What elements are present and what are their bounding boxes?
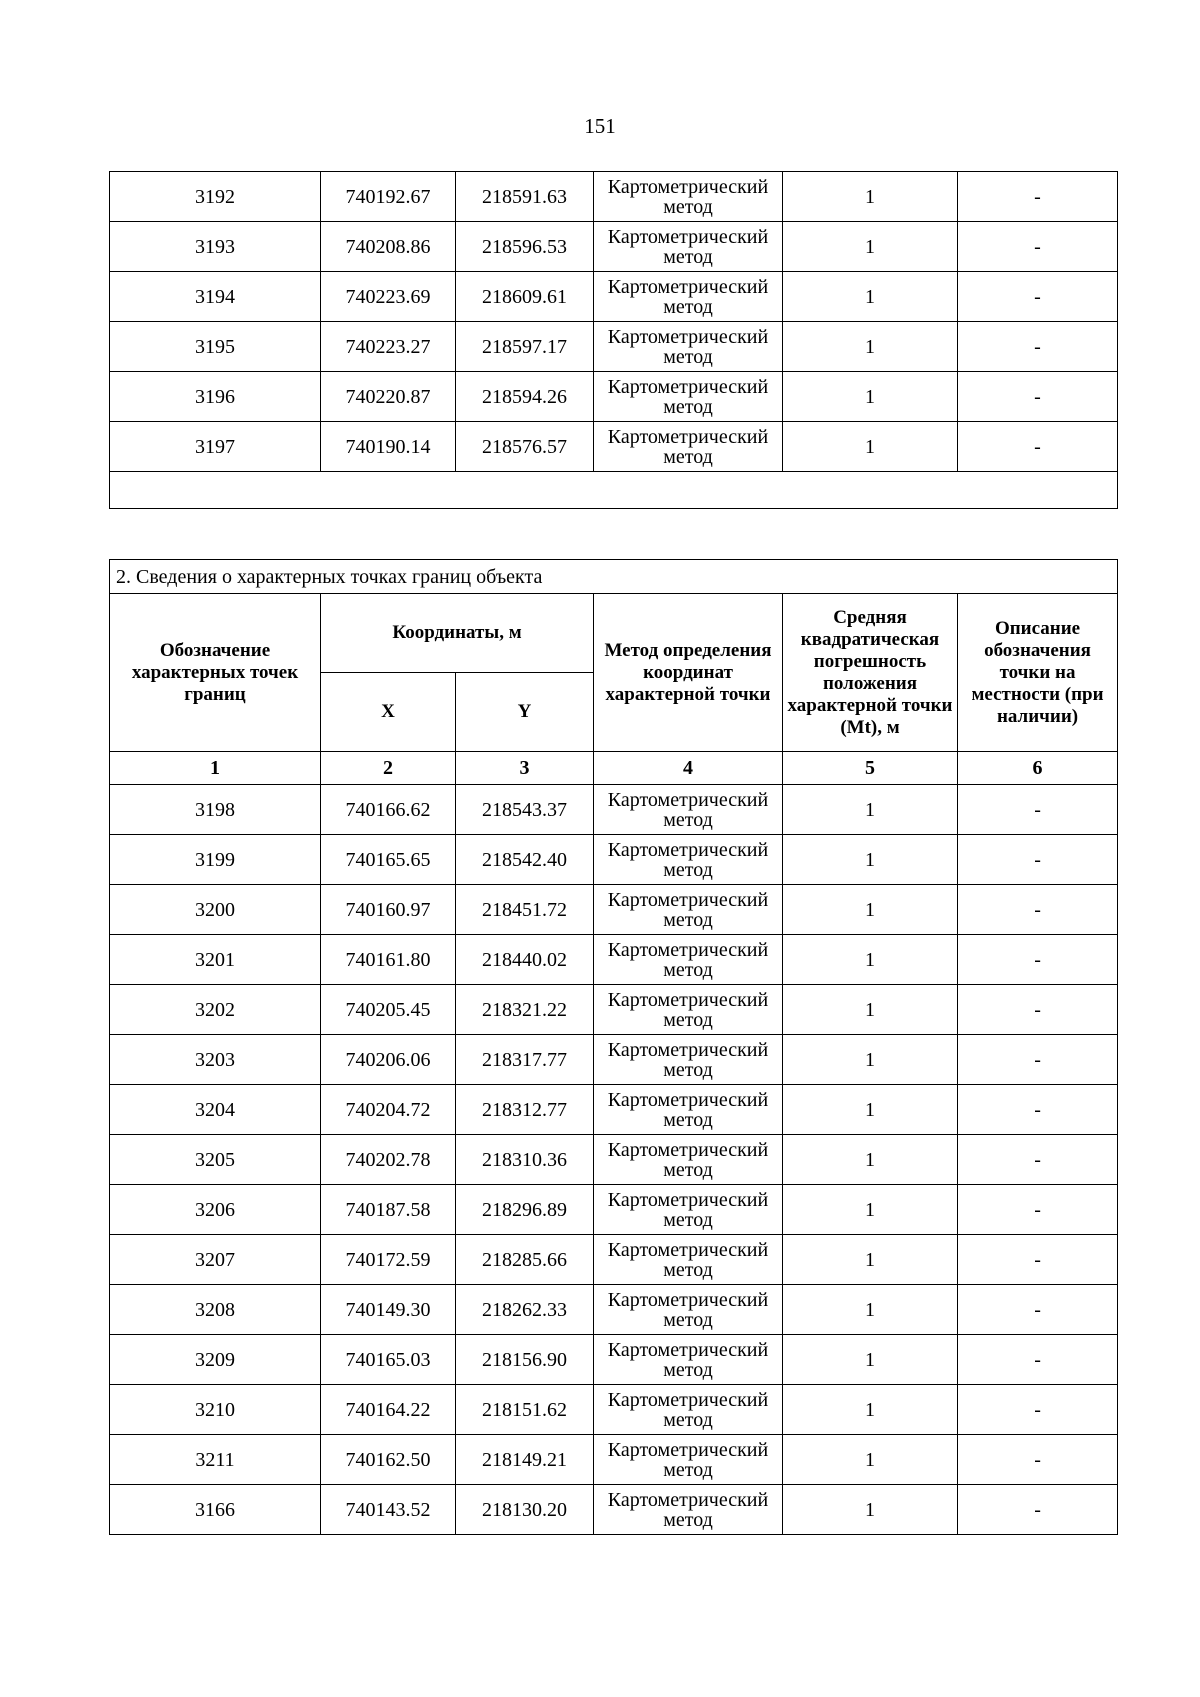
error-cell: 1: [783, 885, 958, 935]
description-cell: -: [958, 222, 1118, 272]
method-cell: [594, 172, 783, 222]
error-cell: 1: [783, 172, 958, 222]
method-line-2: метод: [663, 1158, 713, 1181]
point-id-cell: 3207: [110, 1235, 321, 1285]
x-coordinate-cell: 740143.52: [321, 1485, 456, 1535]
y-coordinate-cell: 218296.89: [456, 1185, 594, 1235]
table-row: [110, 1235, 1118, 1285]
y-coordinate-cell: 218594.26: [456, 372, 594, 422]
description-cell: -: [958, 1485, 1118, 1535]
x-coordinate-cell: 740149.30: [321, 1285, 456, 1335]
point-id-cell: 3193: [110, 222, 321, 272]
method-line-1: Картометрический: [607, 1088, 769, 1111]
method-line-2: метод: [663, 395, 713, 418]
method-line-2: метод: [663, 345, 713, 368]
y-coordinate-cell: 218285.66: [456, 1235, 594, 1285]
header-x: X: [321, 673, 456, 752]
method-cell: [594, 422, 783, 472]
points-table-continued-body: [110, 172, 1118, 472]
table-row: [110, 1485, 1118, 1535]
point-id-cell: 3192: [110, 172, 321, 222]
point-id-cell: 3202: [110, 985, 321, 1035]
description-cell: -: [958, 322, 1118, 372]
error-cell: 1: [783, 372, 958, 422]
method-cell: [594, 885, 783, 935]
method-line-1: Картометрический: [607, 375, 769, 398]
method-cell: [594, 935, 783, 985]
table-row: [110, 1135, 1118, 1185]
method-cell: [594, 372, 783, 422]
point-id-cell: 3208: [110, 1285, 321, 1335]
method-line-2: метод: [663, 1358, 713, 1381]
y-coordinate-cell: 218149.21: [456, 1435, 594, 1485]
table-row: [110, 785, 1118, 835]
method-cell: [594, 985, 783, 1035]
method-line-1: Картометрический: [607, 988, 769, 1011]
y-coordinate-cell: 218310.36: [456, 1135, 594, 1185]
method-line-1: Картометрический: [607, 888, 769, 911]
empty-row: [110, 472, 1118, 509]
method-cell: [594, 1035, 783, 1085]
column-number: 6: [958, 752, 1118, 785]
y-coordinate-cell: 218317.77: [456, 1035, 594, 1085]
column-numbers-row: [110, 752, 1118, 785]
y-coordinate-cell: 218451.72: [456, 885, 594, 935]
point-id-cell: 3166: [110, 1485, 321, 1535]
y-coordinate-cell: 218576.57: [456, 422, 594, 472]
point-id-cell: 3198: [110, 785, 321, 835]
point-id-cell: 3201: [110, 935, 321, 985]
error-cell: 1: [783, 1435, 958, 1485]
column-number: 3: [456, 752, 594, 785]
method-line-1: Картометрический: [607, 1138, 769, 1161]
points-table-continued: [109, 171, 1118, 509]
description-cell: -: [958, 985, 1118, 1035]
method-cell: [594, 272, 783, 322]
point-id-cell: 3194: [110, 272, 321, 322]
method-cell: [594, 1335, 783, 1385]
column-number: 4: [594, 752, 783, 785]
description-cell: -: [958, 1385, 1118, 1435]
table-row: [110, 1435, 1118, 1485]
x-coordinate-cell: 740223.69: [321, 272, 456, 322]
column-number: 2: [321, 752, 456, 785]
y-coordinate-cell: 218262.33: [456, 1285, 594, 1335]
method-line-2: метод: [663, 1058, 713, 1081]
method-cell: [594, 322, 783, 372]
description-cell: -: [958, 422, 1118, 472]
column-number: 1: [110, 752, 321, 785]
error-cell: 1: [783, 835, 958, 885]
method-line-2: метод: [663, 245, 713, 268]
description-cell: -: [958, 1035, 1118, 1085]
method-line-1: Картометрический: [607, 1038, 769, 1061]
table-row: [110, 1185, 1118, 1235]
method-cell: [594, 1085, 783, 1135]
error-cell: 1: [783, 1485, 958, 1535]
point-id-cell: 3210: [110, 1385, 321, 1435]
error-cell: 1: [783, 322, 958, 372]
method-line-2: метод: [663, 445, 713, 468]
error-cell: 1: [783, 785, 958, 835]
y-coordinate-cell: 218542.40: [456, 835, 594, 885]
table-row: [110, 1035, 1118, 1085]
table-row: [110, 322, 1118, 372]
column-number: 5: [783, 752, 958, 785]
x-coordinate-cell: 740202.78: [321, 1135, 456, 1185]
table-row: [110, 985, 1118, 1035]
method-cell: [594, 785, 783, 835]
method-line-1: Картометрический: [607, 425, 769, 448]
x-coordinate-cell: 740192.67: [321, 172, 456, 222]
error-cell: 1: [783, 1035, 958, 1085]
table-row: [110, 1085, 1118, 1135]
boundary-points-table-body: [110, 785, 1118, 1535]
x-coordinate-cell: 740162.50: [321, 1435, 456, 1485]
method-cell: [594, 835, 783, 885]
point-id-cell: 3197: [110, 422, 321, 472]
method-line-1: Картометрический: [607, 1238, 769, 1261]
x-coordinate-cell: 740161.80: [321, 935, 456, 985]
point-id-cell: 3195: [110, 322, 321, 372]
method-line-1: Картометрический: [607, 225, 769, 248]
error-cell: 1: [783, 1385, 958, 1435]
header-coordinates: Координаты, м: [321, 594, 594, 673]
x-coordinate-cell: 740172.59: [321, 1235, 456, 1285]
point-id-cell: 3209: [110, 1335, 321, 1385]
method-cell: [594, 1435, 783, 1485]
description-cell: -: [958, 1135, 1118, 1185]
method-cell: [594, 1235, 783, 1285]
method-line-2: метод: [663, 195, 713, 218]
method-line-2: метод: [663, 1208, 713, 1231]
error-cell: 1: [783, 985, 958, 1035]
method-cell: [594, 1135, 783, 1185]
y-coordinate-cell: 218321.22: [456, 985, 594, 1035]
table-row: [110, 1285, 1118, 1335]
table-row: [110, 1385, 1118, 1435]
error-cell: 1: [783, 222, 958, 272]
x-coordinate-cell: 740166.62: [321, 785, 456, 835]
method-cell: [594, 1385, 783, 1435]
method-line-1: Картометрический: [607, 325, 769, 348]
y-coordinate-cell: 218312.77: [456, 1085, 594, 1135]
y-coordinate-cell: 218130.20: [456, 1485, 594, 1535]
description-cell: -: [958, 272, 1118, 322]
point-id-cell: 3203: [110, 1035, 321, 1085]
error-cell: 1: [783, 272, 958, 322]
table-row: [110, 272, 1118, 322]
error-cell: 1: [783, 1085, 958, 1135]
page-number: 151: [584, 114, 616, 138]
x-coordinate-cell: 740160.97: [321, 885, 456, 935]
description-cell: -: [958, 1285, 1118, 1335]
header-designation: Обозначение характерных точек границ: [110, 594, 321, 752]
table-row: [110, 835, 1118, 885]
y-coordinate-cell: 218596.53: [456, 222, 594, 272]
table-row: [110, 1335, 1118, 1385]
x-coordinate-cell: 740206.06: [321, 1035, 456, 1085]
method-line-2: метод: [663, 908, 713, 931]
y-coordinate-cell: 218151.62: [456, 1385, 594, 1435]
method-line-2: метод: [663, 1258, 713, 1281]
table-row: [110, 222, 1118, 272]
x-coordinate-cell: 740205.45: [321, 985, 456, 1035]
method-line-1: Картометрический: [607, 1338, 769, 1361]
description-cell: -: [958, 835, 1118, 885]
table-row: [110, 422, 1118, 472]
y-coordinate-cell: 218156.90: [456, 1335, 594, 1385]
point-id-cell: 3206: [110, 1185, 321, 1235]
header-description: Описание обозначения точки на местности (при наличии): [958, 594, 1118, 752]
x-coordinate-cell: 740190.14: [321, 422, 456, 472]
x-coordinate-cell: 740165.65: [321, 835, 456, 885]
description-cell: -: [958, 1085, 1118, 1135]
method-cell: [594, 1485, 783, 1535]
table-row: [110, 885, 1118, 935]
error-cell: 1: [783, 1135, 958, 1185]
description-cell: -: [958, 172, 1118, 222]
method-line-2: метод: [663, 1308, 713, 1331]
error-cell: 1: [783, 1285, 958, 1335]
description-cell: -: [958, 1435, 1118, 1485]
method-line-1: Картометрический: [607, 1388, 769, 1411]
method-line-1: Картометрический: [607, 175, 769, 198]
description-cell: -: [958, 885, 1118, 935]
x-coordinate-cell: 740223.27: [321, 322, 456, 372]
x-coordinate-cell: 740220.87: [321, 372, 456, 422]
header-error: Средняя квадратическая погрешность положения характерной точки (Mt), м: [783, 594, 958, 752]
method-line-1: Картометрический: [607, 275, 769, 298]
y-coordinate-cell: 218440.02: [456, 935, 594, 985]
x-coordinate-cell: 740187.58: [321, 1185, 456, 1235]
method-cell: [594, 1185, 783, 1235]
x-coordinate-cell: 740165.03: [321, 1335, 456, 1385]
point-id-cell: 3200: [110, 885, 321, 935]
method-line-1: Картометрический: [607, 1188, 769, 1211]
method-line-2: метод: [663, 1458, 713, 1481]
method-line-1: Картометрический: [607, 1438, 769, 1461]
method-line-2: метод: [663, 858, 713, 881]
table-row: [110, 935, 1118, 985]
method-line-1: Картометрический: [607, 838, 769, 861]
description-cell: -: [958, 1335, 1118, 1385]
y-coordinate-cell: 218543.37: [456, 785, 594, 835]
x-coordinate-cell: 740164.22: [321, 1385, 456, 1435]
description-cell: -: [958, 785, 1118, 835]
error-cell: 1: [783, 1185, 958, 1235]
description-cell: -: [958, 372, 1118, 422]
method-line-2: метод: [663, 1108, 713, 1131]
method-line-2: метод: [663, 1508, 713, 1531]
x-coordinate-cell: 740208.86: [321, 222, 456, 272]
section-title: 2. Сведения о характерных точках границ объекта: [110, 560, 1118, 594]
method-line-2: метод: [663, 1408, 713, 1431]
section-title-row: [110, 560, 1118, 594]
method-cell: [594, 1285, 783, 1335]
method-line-2: метод: [663, 295, 713, 318]
description-cell: -: [958, 1235, 1118, 1285]
method-line-2: метод: [663, 958, 713, 981]
description-cell: -: [958, 935, 1118, 985]
empty-cell: [110, 472, 1118, 509]
x-coordinate-cell: 740204.72: [321, 1085, 456, 1135]
point-id-cell: 3205: [110, 1135, 321, 1185]
error-cell: 1: [783, 1335, 958, 1385]
error-cell: 1: [783, 1235, 958, 1285]
point-id-cell: 3196: [110, 372, 321, 422]
y-coordinate-cell: 218597.17: [456, 322, 594, 372]
method-line-2: метод: [663, 808, 713, 831]
y-coordinate-cell: 218591.63: [456, 172, 594, 222]
method-line-1: Картометрический: [607, 1488, 769, 1511]
method-line-1: Картометрический: [607, 938, 769, 961]
y-coordinate-cell: 218609.61: [456, 272, 594, 322]
error-cell: 1: [783, 935, 958, 985]
point-id-cell: 3211: [110, 1435, 321, 1485]
point-id-cell: 3204: [110, 1085, 321, 1135]
error-cell: 1: [783, 422, 958, 472]
table-row: [110, 372, 1118, 422]
point-id-cell: 3199: [110, 835, 321, 885]
header-method: Метод определения координат характерной точки: [594, 594, 783, 752]
method-line-2: метод: [663, 1008, 713, 1031]
description-cell: -: [958, 1185, 1118, 1235]
method-line-1: Картометрический: [607, 1288, 769, 1311]
table-row: [110, 172, 1118, 222]
header-y: Y: [456, 673, 594, 752]
boundary-points-table: [109, 559, 1118, 1535]
method-cell: [594, 222, 783, 272]
method-line-1: Картометрический: [607, 788, 769, 811]
